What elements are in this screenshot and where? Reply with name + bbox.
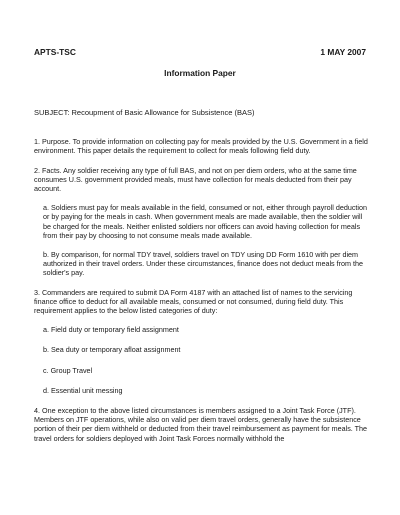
paragraph-facts-b: b. By comparison, for normal TDY travel, soldiers travel on TDY using DD Form 1610 with per diem authorized in their travel orders. Under these circumstances, finance does not deduct meals from the soldier's pay. bbox=[43, 250, 364, 278]
paragraph-facts: 2. Facts. Any soldier receiving any type of full BAS, and not on per diem orders, who at the same time consumes U.S. government provided meals, must have collection for meals deducted from their pay account. bbox=[34, 165, 357, 194]
subject-line: SUBJECT: Recoupment of Basic Allowance for Subsistence (BAS) bbox=[34, 108, 255, 117]
list-item: b. Sea duty or temporary afloat assignment bbox=[43, 345, 181, 355]
paragraph-exception: 4. One exception to the above listed circumstances is members assigned to a Joint Task Force (JTF). Members on JTF operations, while also on valid per diem travel orders, generally have the subsistence portion of their per diem withheld or deducted from their travel reimbursement as payment for meals. The travel orders for soldiers deployed with Joint Task Forces normally withhold the bbox=[34, 406, 368, 443]
list-item: c. Group Travel bbox=[43, 365, 93, 375]
list-item: a. Field duty or temporary field assignment bbox=[43, 325, 179, 335]
document-body bbox=[34, 108, 368, 453]
organization-code: APTS-TSC bbox=[34, 47, 76, 57]
paragraph-purpose: 1. Purpose. To provide information on collecting pay for meals provided by the U.S. Government in a field environment. This paper details the requirement to collect for meals following field duty. bbox=[34, 137, 368, 156]
document-date: 1 MAY 2007 bbox=[320, 47, 366, 57]
paragraph-commanders: 3. Commanders are required to submit DA Form 4187 with an attached list of names to the servicing finance office to deduct for all available meals, consumed or not consumed, during field duty. This requirement applies to the below listed categories of duty: bbox=[34, 287, 353, 316]
duty-category-list bbox=[34, 325, 368, 395]
paragraph-facts-a: a. Soldiers must pay for meals available in the field, consumed or not, either through payroll deduction or by paying for the meals in cash. When government meals are made available, then the soldier will be charged for the meals. Neither enlisted soldiers nor officers can avoid having collection for meals from their pay by choosing to not consume meals made available. bbox=[43, 203, 368, 240]
list-item: d. Essential unit messing bbox=[43, 385, 123, 395]
document-title: Information Paper bbox=[164, 68, 236, 78]
